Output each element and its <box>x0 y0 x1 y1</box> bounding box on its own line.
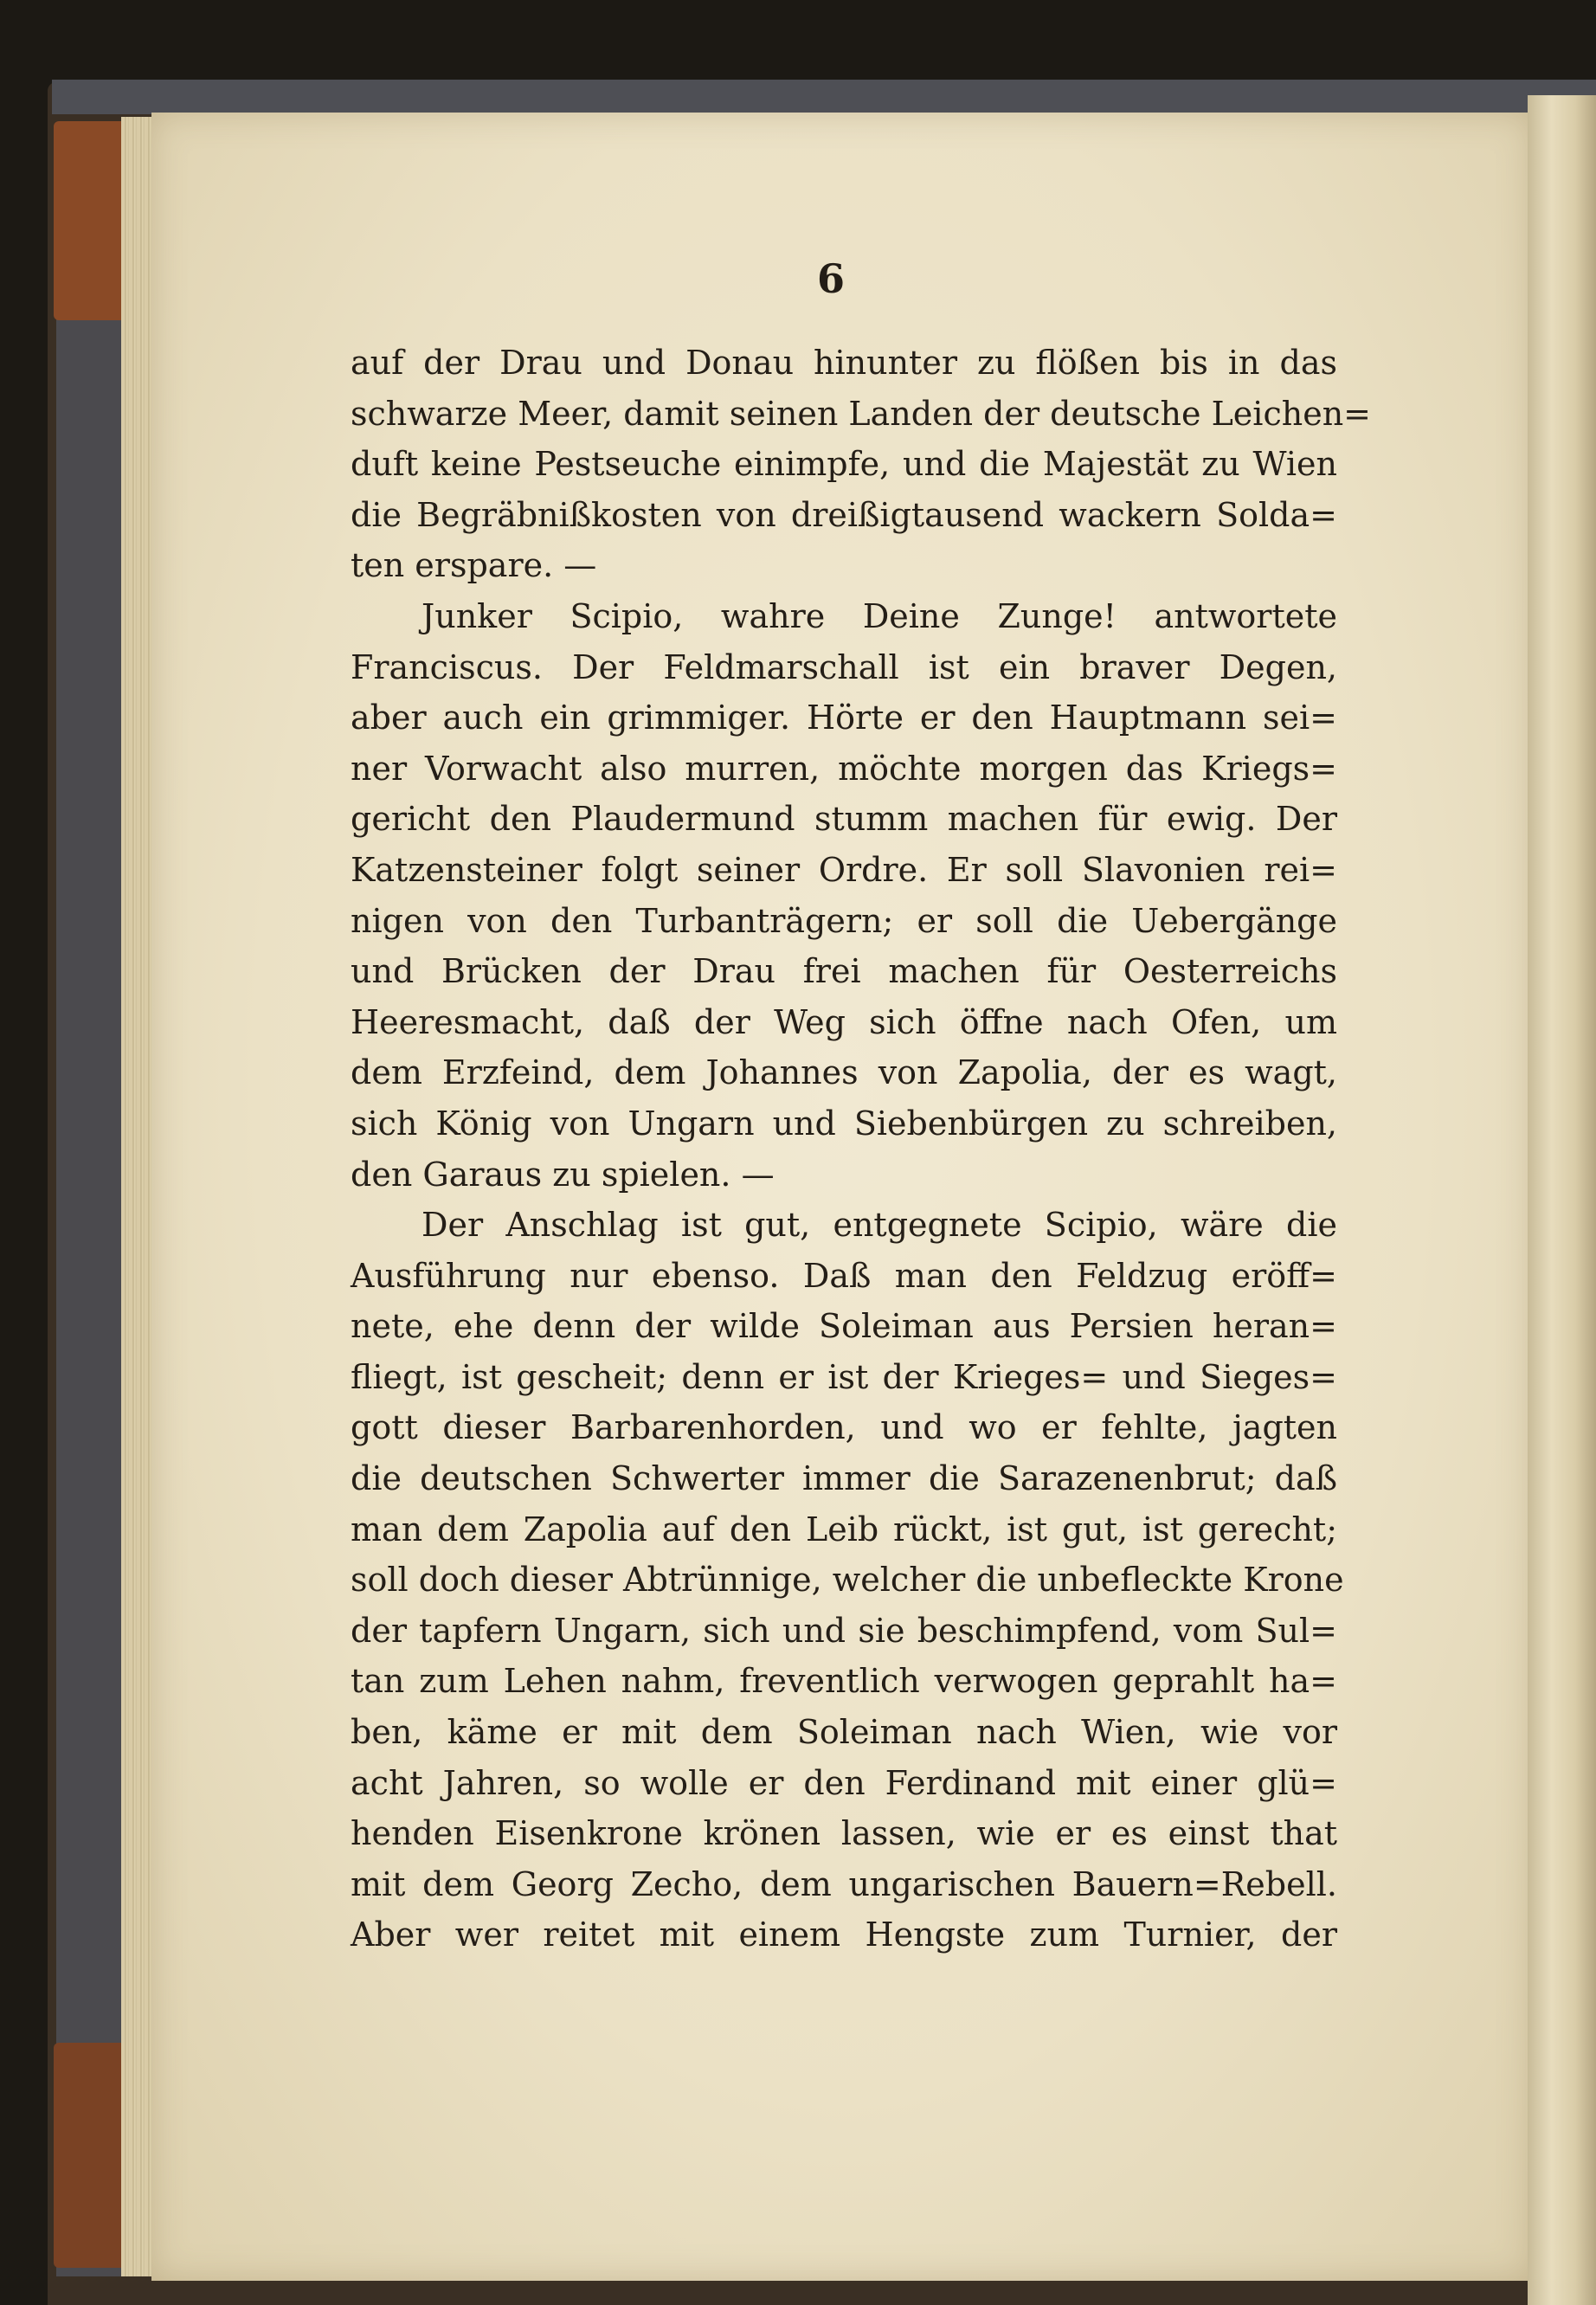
text-line: und Brücken der Drau frei machen für Oesterreichs <box>351 952 1337 991</box>
text-line: den Garaus zu spielen. — <box>351 1155 775 1194</box>
text-line: soll doch dieser Abtrünnige, welcher die unbefleckte Krone <box>351 1561 1344 1600</box>
text-line: die Begräbnißkosten von dreißigtausend wackern Solda= <box>351 495 1337 534</box>
text-line: man dem Zapolia auf den Leib rückt, ist gut, ist gerecht; <box>351 1510 1337 1548</box>
text-line: aber auch ein grimmiger. Hörte er den Hauptmann sei= <box>351 699 1337 737</box>
text-line: Franciscus. Der Feldmarschall ist ein braver Degen, <box>351 647 1337 686</box>
cover-edge <box>52 80 1596 114</box>
facing-page-gutter <box>1528 95 1596 2305</box>
text-line: Aber wer reitet mit einem Hengste zum Turnier, der <box>351 1915 1337 1954</box>
text-line: sich König von Ungarn und Siebenbürgen zu schreiben, <box>351 1104 1337 1143</box>
text-line: nigen von den Turbanträgern; er soll die Uebergänge <box>351 901 1337 940</box>
text-line: mit dem Georg Zecho, dem ungarischen Bauern=Rebell. <box>351 1864 1337 1903</box>
text-line: Heeresmacht, daß der Weg sich öffne nach Ofen, um <box>351 1002 1337 1041</box>
text-line: Katzensteiner folgt seiner Ordre. Er soll Slavonien rei= <box>351 850 1337 889</box>
text-line: ben, käme er mit dem Soleiman nach Wien, wie vor <box>351 1713 1337 1752</box>
text-line: Junker Scipio, wahre Deine Zunge! antwortete <box>422 596 1337 635</box>
text-line: schwarze Meer, damit seinen Landen der deutsche Leichen= <box>351 394 1372 433</box>
text-line: duft keine Pestseuche einimpfe, und die Majestät zu Wien <box>351 445 1337 484</box>
text-line: acht Jahren, so wolle er den Ferdinand mit einer glü= <box>351 1763 1337 1802</box>
text-line: gericht den Plaudermund stumm machen für ewig. Der <box>351 800 1337 839</box>
text-line: auf der Drau und Donau hinunter zu flößen bis in das <box>351 344 1337 382</box>
text-line: henden Eisenkrone krönen lassen, wie er es einst that <box>351 1814 1337 1853</box>
text-line: ner Vorwacht also murren, möchte morgen das Kriegs= <box>351 749 1337 788</box>
text-line: dem Erzfeind, dem Johannes von Zapolia, der es wagt, <box>351 1053 1337 1092</box>
text-line: ten erspare. — <box>351 546 597 585</box>
text-line: fliegt, ist gescheit; denn er ist der Krieges= und Sieges= <box>351 1357 1337 1396</box>
page-body-text <box>351 338 1372 1961</box>
page-number: 6 <box>816 255 845 302</box>
spine-cloth <box>56 130 125 2276</box>
text-line: nete, ehe denn der wilde Soleiman aus Persien heran= <box>351 1307 1337 1346</box>
text-line: gott dieser Barbarenhorden, und wo er fehlte, jagten <box>351 1408 1337 1447</box>
text-line: der tapfern Ungarn, sich und sie beschimpfend, vom Sul= <box>351 1611 1337 1650</box>
text-line: tan zum Lehen nahm, freventlich verwogen geprahlt ha= <box>351 1662 1337 1701</box>
text-line: Ausführung nur ebenso. Daß man den Feldzug eröff= <box>351 1256 1337 1295</box>
text-line: die deutschen Schwerter immer die Sarazenenbrut; daß <box>351 1459 1337 1498</box>
text-line: Der Anschlag ist gut, entgegnete Scipio, wäre die <box>422 1206 1337 1245</box>
